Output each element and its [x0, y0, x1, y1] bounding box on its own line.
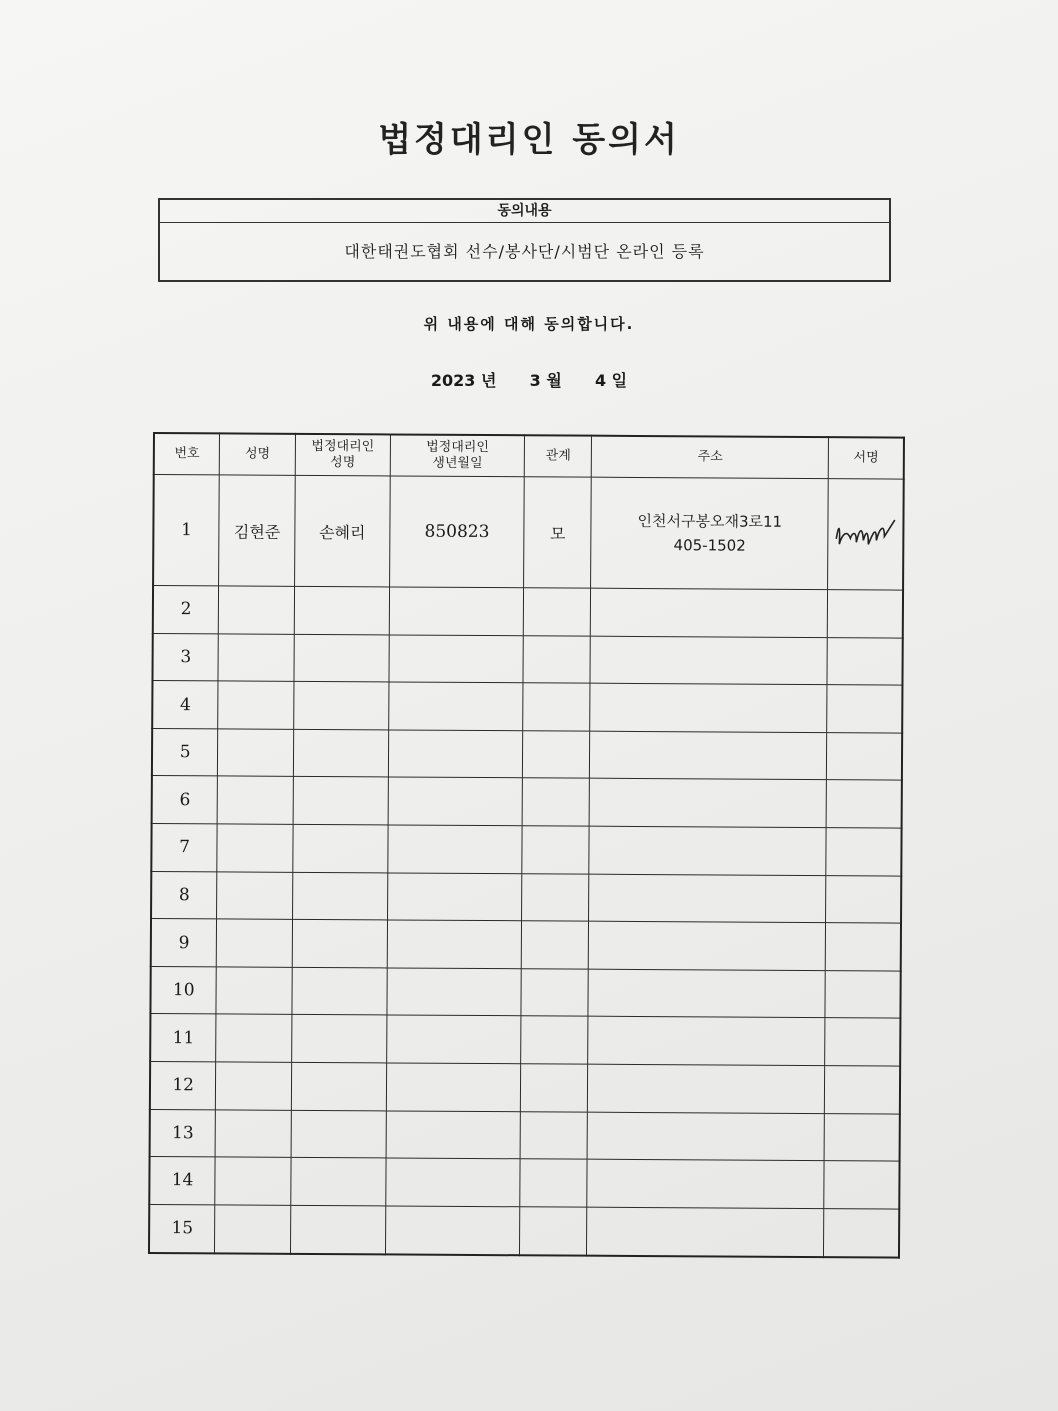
cell-guardian-birth [388, 825, 523, 873]
cell-signature [827, 685, 902, 733]
cell-guardian-birth [389, 635, 524, 683]
cell-signature [827, 780, 902, 828]
cell-address [589, 921, 826, 970]
cell-signature [825, 1066, 900, 1114]
cell-guardian-name [294, 682, 389, 730]
cell-guardian-birth [386, 1158, 521, 1206]
cell-address [587, 1207, 824, 1257]
address-line-1: 인천서구봉오재3로11 [637, 511, 783, 531]
cell-name [216, 967, 292, 1015]
table-row [149, 1157, 899, 1209]
table-row [153, 475, 904, 591]
cell-guardian-birth [388, 682, 523, 730]
cell-signature [828, 590, 903, 638]
cell-guardian-birth [389, 587, 524, 635]
table-row [150, 1014, 900, 1066]
cell-address [589, 826, 826, 875]
table-header-row [154, 433, 904, 479]
cell-relation [522, 873, 589, 921]
header-relation: 관계 [525, 435, 592, 477]
signing-date [0, 368, 1058, 391]
cell-signature [826, 923, 901, 971]
cell-name [216, 1014, 292, 1062]
cell-name [217, 824, 293, 872]
table-row [151, 871, 901, 923]
table-body [149, 475, 904, 1258]
header-guardian-birth-line2: 생년월일 [432, 455, 483, 472]
guardian-roster-table [148, 432, 905, 1259]
cell-guardian-birth [386, 1015, 521, 1063]
table-row [152, 633, 902, 685]
cell-signature [826, 828, 901, 876]
cell-no: 8 [151, 871, 217, 919]
cell-signature [827, 732, 902, 780]
cell-address [587, 1112, 824, 1161]
handwritten-signature-icon [833, 514, 899, 554]
header-address: 주소 [592, 436, 829, 479]
cell-name [215, 1157, 291, 1205]
cell-signature [825, 970, 900, 1018]
cell-address [589, 779, 826, 828]
cell-signature [827, 637, 902, 685]
table-row [153, 586, 903, 638]
table-row [151, 919, 901, 971]
cell-guardian-name [292, 1015, 387, 1063]
table-row [152, 776, 902, 828]
cell-guardian-birth [388, 777, 523, 825]
cell-no: 1 [153, 475, 220, 586]
cell-guardian-birth: 850823 [389, 476, 524, 588]
cell-name [218, 729, 294, 777]
consent-content-box [158, 198, 891, 282]
cell-guardian-birth [387, 920, 522, 968]
cell-address [587, 1159, 824, 1208]
cell-address [591, 588, 828, 637]
cell-guardian-name [293, 729, 388, 777]
cell-no: 15 [149, 1204, 215, 1253]
cell-no: 5 [152, 728, 218, 776]
date-year-unit: 년 [480, 371, 497, 390]
cell-no: 3 [152, 633, 218, 681]
cell-no: 10 [150, 966, 216, 1014]
cell-relation [522, 921, 589, 969]
cell-relation [523, 731, 590, 779]
cell-address [589, 874, 826, 923]
cell-guardian-name [291, 1110, 386, 1158]
cell-guardian-name: 손혜리 [295, 475, 390, 587]
cell-name: 김현준 [219, 475, 295, 587]
date-month-unit: 월 [546, 371, 562, 390]
cell-address [588, 1017, 825, 1066]
header-no: 번호 [154, 433, 220, 475]
cell-guardian-name [293, 872, 388, 920]
cell-no: 12 [150, 1061, 216, 1109]
cell-relation [521, 1016, 588, 1064]
cell-name [216, 1062, 292, 1110]
cell-name [217, 919, 293, 967]
cell-no: 13 [150, 1109, 216, 1157]
cell-name [218, 681, 294, 729]
header-guardian-birth-line1: 법정대리인 [426, 439, 489, 456]
cell-relation [520, 1207, 587, 1256]
cell-guardian-name [293, 777, 388, 825]
cell-guardian-name [292, 920, 387, 968]
cell-address [588, 969, 825, 1018]
cell-no: 2 [153, 586, 219, 634]
cell-no: 6 [152, 776, 218, 824]
header-guardian-birth [390, 434, 525, 476]
cell-guardian-name [294, 586, 389, 634]
cell-address [590, 683, 827, 732]
cell-guardian-birth [387, 873, 522, 921]
cell-relation [523, 635, 590, 683]
cell-name [215, 1109, 291, 1157]
cell-guardian-birth [386, 1111, 521, 1159]
cell-no: 11 [150, 1014, 216, 1062]
cell-relation [521, 1111, 588, 1159]
cell-name [219, 586, 295, 634]
cell-relation [521, 1064, 588, 1112]
cell-guardian-birth [388, 730, 523, 778]
cell-relation [523, 778, 590, 826]
date-day-unit: 일 [611, 371, 628, 390]
cell-guardian-birth [387, 968, 522, 1016]
cell-address [588, 1064, 825, 1113]
header-name: 성명 [220, 433, 296, 475]
header-signature: 서명 [829, 437, 904, 479]
cell-relation [523, 683, 590, 731]
cell-no: 7 [151, 824, 217, 872]
cell-signature [825, 1113, 900, 1161]
cell-name [217, 776, 293, 824]
cell-relation [520, 1159, 587, 1207]
consent-body: 대한태권도협회 선수/봉사단/시범단 온라인 등록 [344, 242, 705, 261]
cell-guardian-birth [386, 1063, 521, 1111]
cell-guardian-name [293, 824, 388, 872]
table-row [152, 728, 902, 780]
cell-signature [824, 1208, 899, 1257]
cell-address [590, 731, 827, 780]
cell-signature [826, 875, 901, 923]
cell-guardian-name [291, 1062, 386, 1110]
cell-address [591, 477, 829, 589]
cell-signature [828, 479, 904, 591]
cell-signature [824, 1161, 899, 1209]
page-title: 법정대리인 동의서 [378, 120, 680, 160]
cell-signature [825, 1018, 900, 1066]
cell-guardian-name [294, 634, 389, 682]
cell-relation [521, 969, 588, 1017]
cell-relation [524, 588, 591, 636]
cell-name [217, 872, 293, 920]
cell-guardian-name [291, 1158, 386, 1206]
cell-no: 14 [149, 1157, 215, 1205]
table-row [150, 1109, 900, 1161]
cell-relation: 모 [524, 477, 591, 588]
table-row [150, 966, 900, 1018]
header-guardian-name-line1: 법정대리인 [311, 438, 375, 455]
date-day: 4 [594, 371, 607, 390]
address-line-2: 405-1502 [673, 536, 746, 555]
header-guardian-name-line2: 성명 [330, 455, 356, 471]
cell-no: 4 [152, 681, 218, 729]
cell-relation [522, 826, 589, 874]
cell-guardian-name [292, 967, 387, 1015]
date-year: 2023 [430, 371, 476, 390]
table-row [152, 681, 902, 733]
cell-address [590, 636, 827, 685]
consent-header: 동의내용 [160, 200, 889, 223]
agreement-statement: 위 내용에 대해 동의합니다. [423, 315, 635, 333]
table-row [150, 1061, 900, 1113]
table-row [151, 824, 901, 876]
date-month: 3 [529, 371, 541, 390]
cell-name [215, 1205, 291, 1254]
cell-name [218, 634, 294, 682]
header-guardian-name [295, 434, 390, 476]
cell-guardian-name [291, 1205, 386, 1254]
cell-no: 9 [151, 919, 217, 967]
cell-guardian-birth [385, 1206, 520, 1256]
table-row [149, 1204, 899, 1257]
